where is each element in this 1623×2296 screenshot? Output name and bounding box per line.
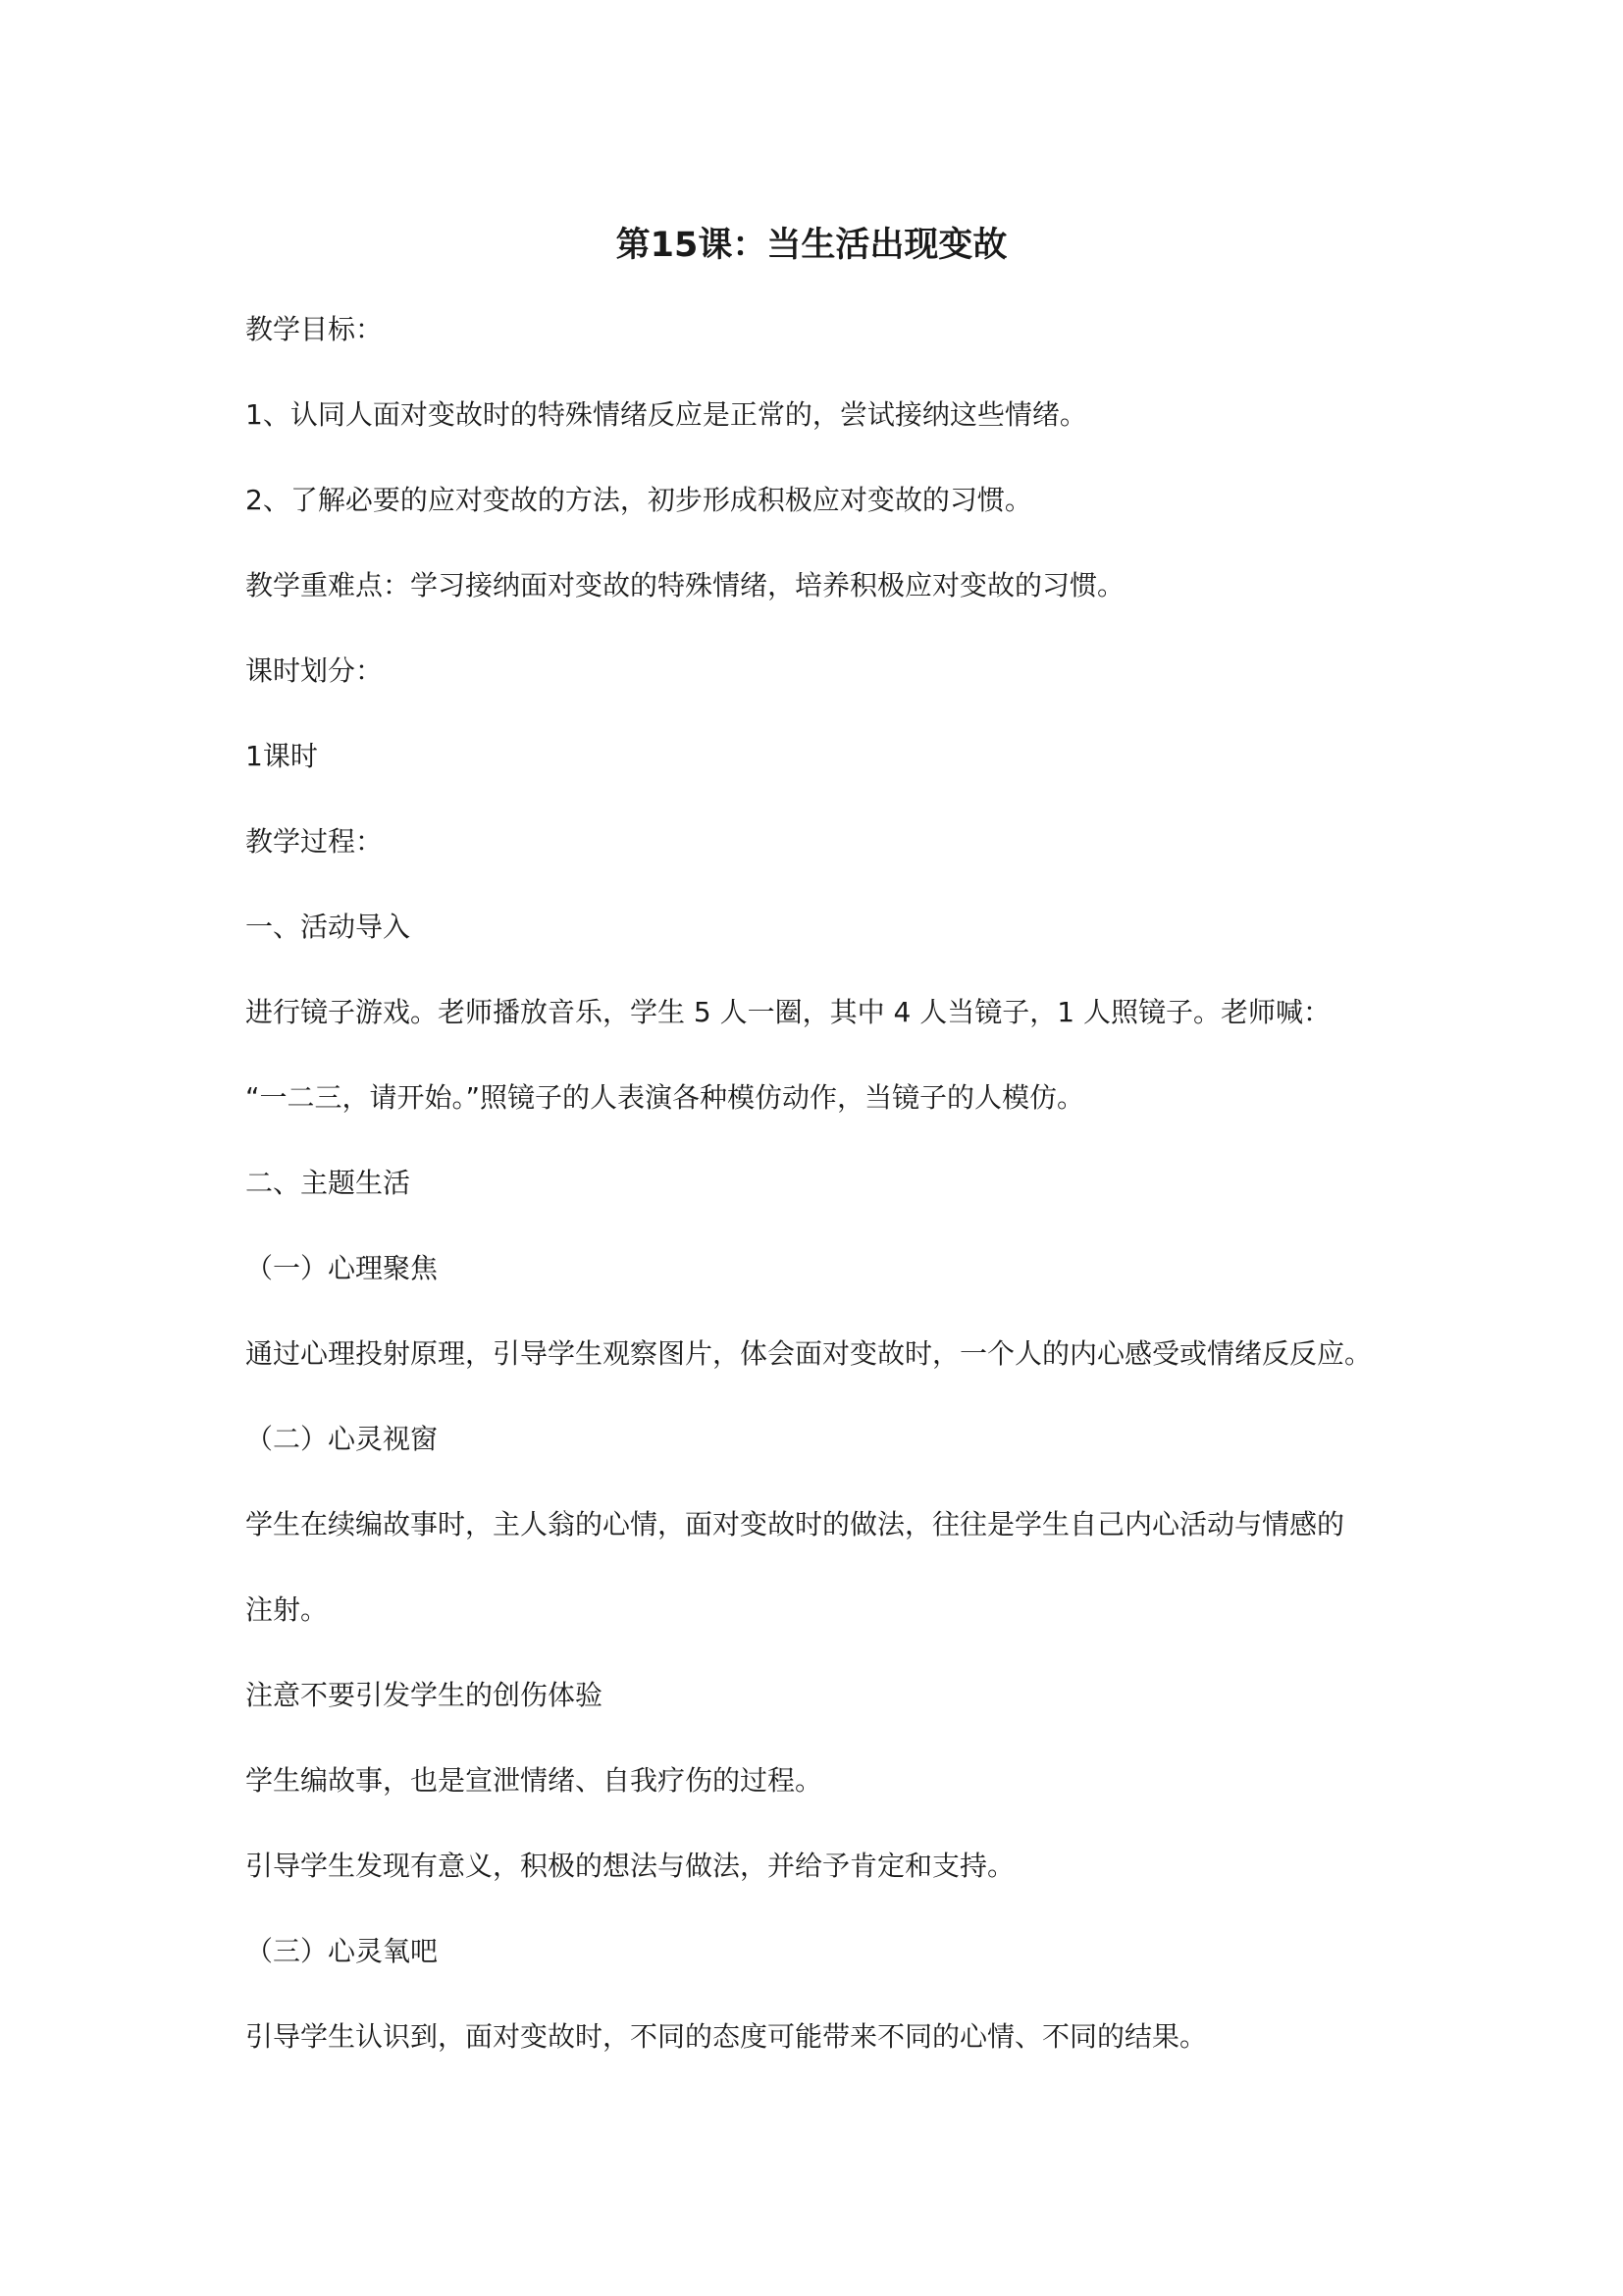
heading-teaching-process: 教学过程： xyxy=(245,825,384,858)
heading-class-hours: 课时划分： xyxy=(245,654,384,687)
subsection-soul-window: （二）心灵视窗 xyxy=(245,1423,439,1455)
activity-paragraph-line-2: “一二三，请开始。”照镜子的人表演各种模仿动作，当镜子的人模仿。 xyxy=(245,1081,1085,1114)
soul-window-paragraph-line-2: 注射。 xyxy=(245,1593,329,1626)
activity-paragraph-line-1: 进行镜子游戏。老师播放音乐，学生 5 人一圈，其中 4 人当镜子，1 人照镜子。老师喊： xyxy=(245,996,1331,1028)
section-theme-life: 二、主题生活 xyxy=(245,1167,411,1199)
heading-teaching-goals: 教学目标： xyxy=(245,313,384,345)
lesson-title: 第15课：当生活出现变故 xyxy=(615,226,1008,265)
note-trauma: 注意不要引发学生的创伤体验 xyxy=(245,1679,603,1711)
subsection-soul-oxygen-bar: （三）心灵氧吧 xyxy=(245,1935,439,1967)
section-activity-intro: 一、活动导入 xyxy=(245,911,411,943)
goal-item-1: 1、认同人面对变故时的特殊情绪反应是正常的，尝试接纳这些情绪。 xyxy=(245,398,1087,431)
note-story-catharsis: 学生编故事，也是宣泄情绪、自我疗伤的过程。 xyxy=(245,1764,823,1797)
subsection-psych-focus: （一）心理聚焦 xyxy=(245,1252,439,1284)
goal-item-2: 2、了解必要的应对变故的方法，初步形成积极应对变故的习惯。 xyxy=(245,484,1032,516)
psych-focus-paragraph: 通过心理投射原理，引导学生观察图片，体会面对变故时，一个人的内心感受或情绪反反应。 xyxy=(245,1337,1373,1370)
note-guide-positive: 引导学生发现有意义，积极的想法与做法，并给予肯定和支持。 xyxy=(245,1850,1016,1882)
soul-oxygen-paragraph: 引导学生认识到，面对变故时，不同的态度可能带来不同的心情、不同的结果。 xyxy=(245,2020,1208,2053)
soul-window-paragraph-line-1: 学生在续编故事时，主人翁的心情，面对变故时的做法，往往是学生自己内心活动与情感的 xyxy=(245,1508,1345,1540)
class-hours-value: 1课时 xyxy=(245,740,318,772)
key-difficulty: 教学重难点：学习接纳面对变故的特殊情绪，培养积极应对变故的习惯。 xyxy=(245,569,1126,601)
